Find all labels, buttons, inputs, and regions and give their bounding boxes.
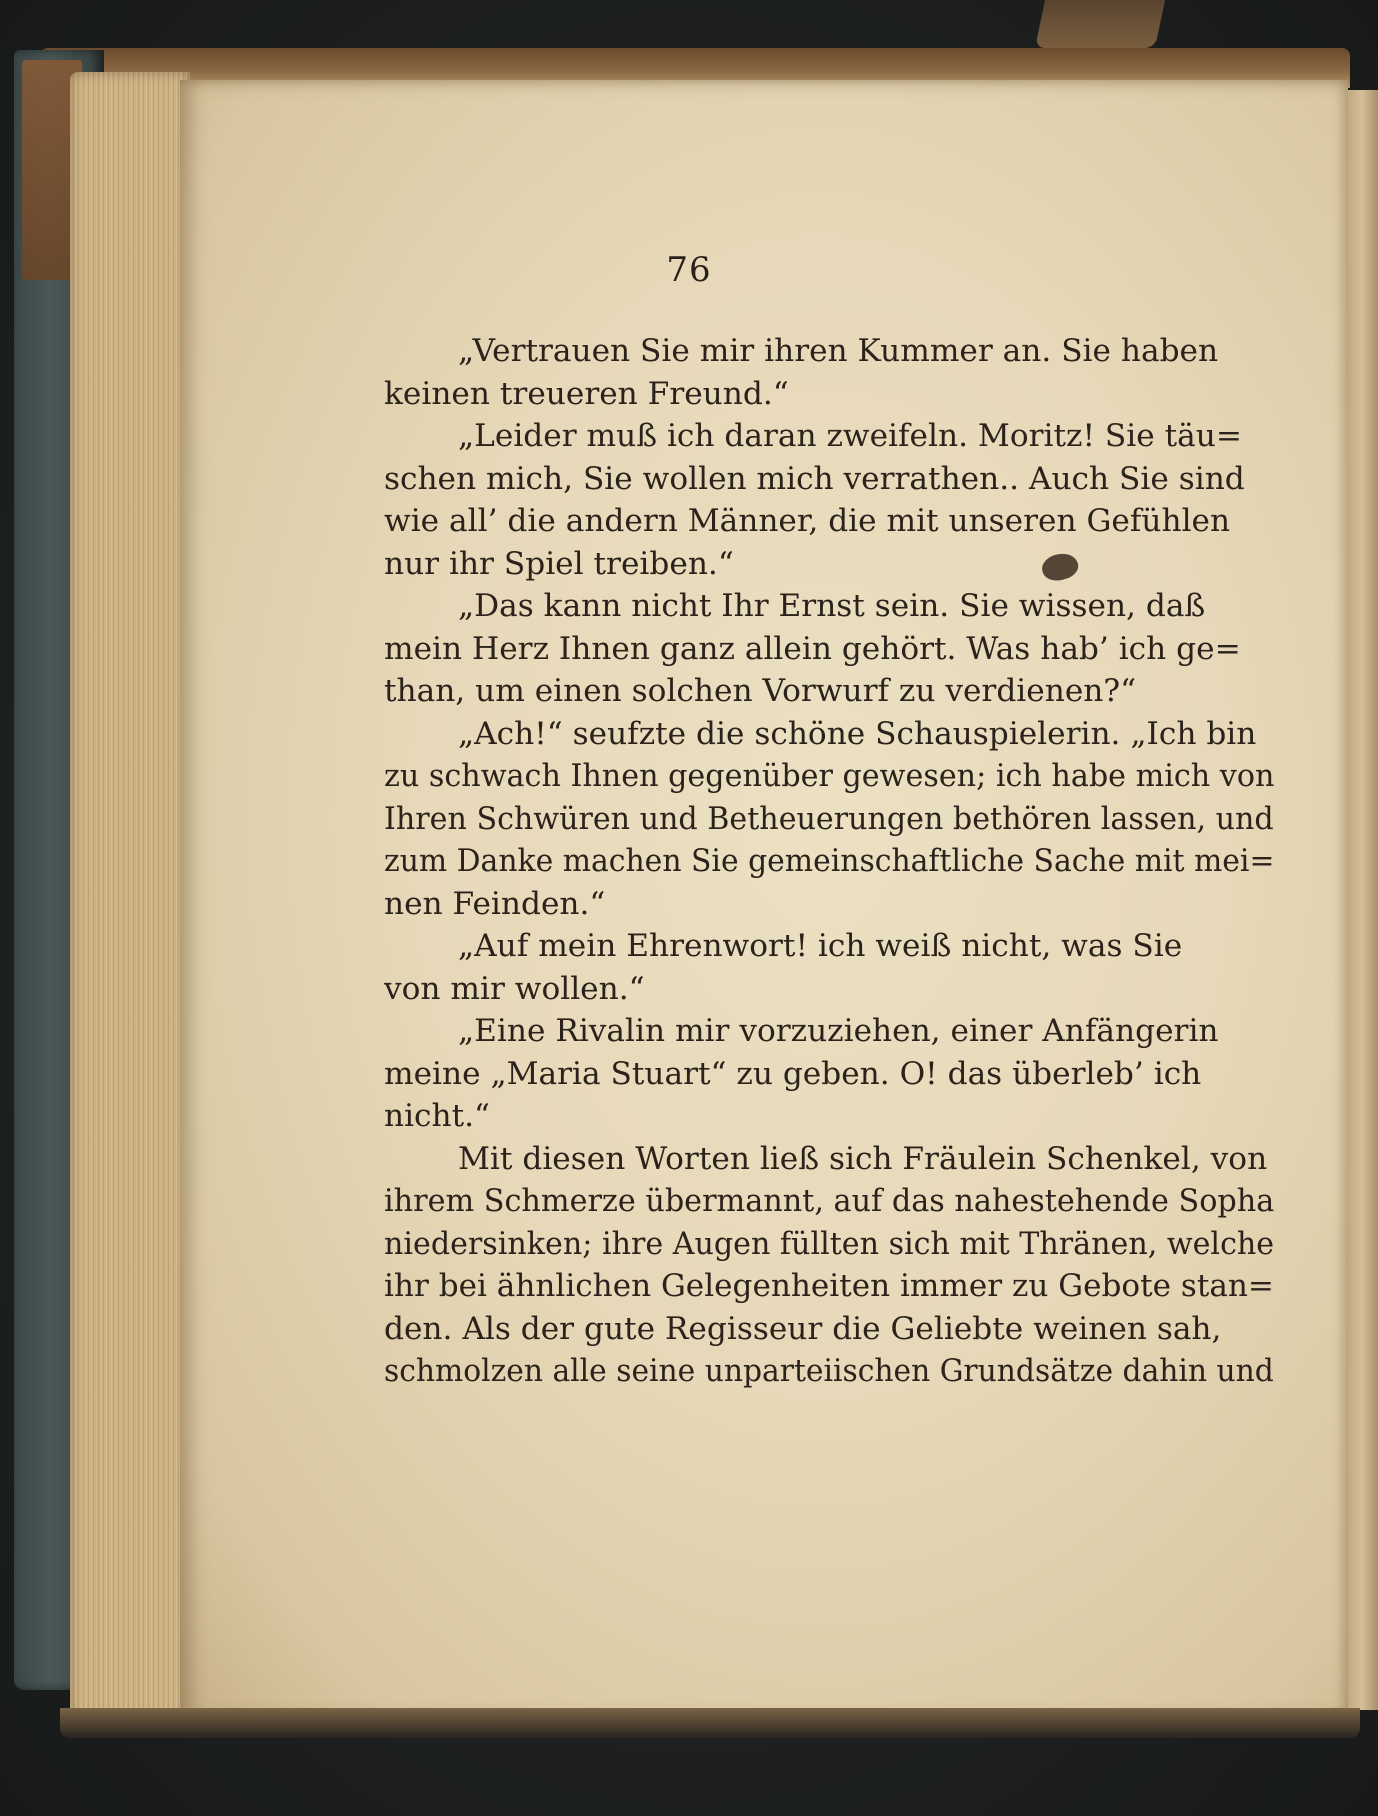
text-line: ihrem Schmerze übermannt, auf das nahestehende Sopha xyxy=(384,1183,1274,1219)
page-text xyxy=(384,330,1274,1393)
text-line: ihr bei ähnlichen Gelegenheiten immer zu Gebote stan= xyxy=(384,1268,1274,1304)
text-line: Ihren Schwüren und Betheuerungen bethören lassen, und xyxy=(384,800,1274,837)
text-line: „Leider muß ich daran zweifeln. Moritz! Sie täu= xyxy=(458,418,1242,454)
text-line: schmolzen alle seine unparteiischen Grundsätze dahin und xyxy=(384,1353,1274,1389)
text-line: „Eine Rivalin mir vorzuziehen, einer Anfängerin xyxy=(458,1013,1219,1049)
text-line: mein Herz Ihnen ganz allein gehört. Was hab’ ich ge= xyxy=(384,630,1241,667)
text-line: meine „Maria Stuart“ zu geben. O! das überleb’ ich xyxy=(384,1055,1202,1092)
text-line: von mir wollen.“ xyxy=(384,970,645,1007)
page-number: 76 xyxy=(666,250,712,290)
text-line: Mit diesen Worten ließ sich Fräulein Schenkel, von xyxy=(458,1140,1268,1177)
book-bottom-edge xyxy=(60,1708,1360,1738)
text-line: wie all’ die andern Männer, die mit unseren Gefühlen xyxy=(384,503,1231,539)
text-line: den. Als der gute Regisseur die Geliebte weinen sah, xyxy=(384,1310,1222,1347)
text-line: „Ach!“ seufzte die schöne Schauspielerin. „Ich bin xyxy=(458,715,1257,752)
text-line: keinen treueren Freund.“ xyxy=(384,375,789,412)
text-line: zum Danke machen Sie gemeinschaftliche Sache mit mei= xyxy=(384,843,1274,879)
text-line: nen Feinden.“ xyxy=(384,885,606,922)
text-line: nur ihr Spiel treiben.“ xyxy=(384,545,734,582)
text-line: schen mich, Sie wollen mich verrathen.. Auch Sie sind xyxy=(384,460,1245,497)
text-line: nicht.“ xyxy=(384,1098,491,1134)
page-stack-edge xyxy=(70,72,190,1722)
text-line: than, um einen solchen Vorwurf zu verdienen?“ xyxy=(384,673,1137,709)
text-line: „Vertrauen Sie mir ihren Kummer an. Sie haben xyxy=(458,333,1219,369)
text-line: „Das kann nicht Ihr Ernst sein. Sie wissen, daß xyxy=(458,588,1206,624)
text-line: „Auf mein Ehrenwort! ich weiß nicht, was Sie xyxy=(458,928,1183,964)
text-line: niedersinken; ihre Augen füllten sich mit Thränen, welche xyxy=(384,1225,1274,1262)
text-line: zu schwach Ihnen gegenüber gewesen; ich habe mich von xyxy=(384,758,1274,794)
torn-page-fragment xyxy=(1035,0,1165,48)
